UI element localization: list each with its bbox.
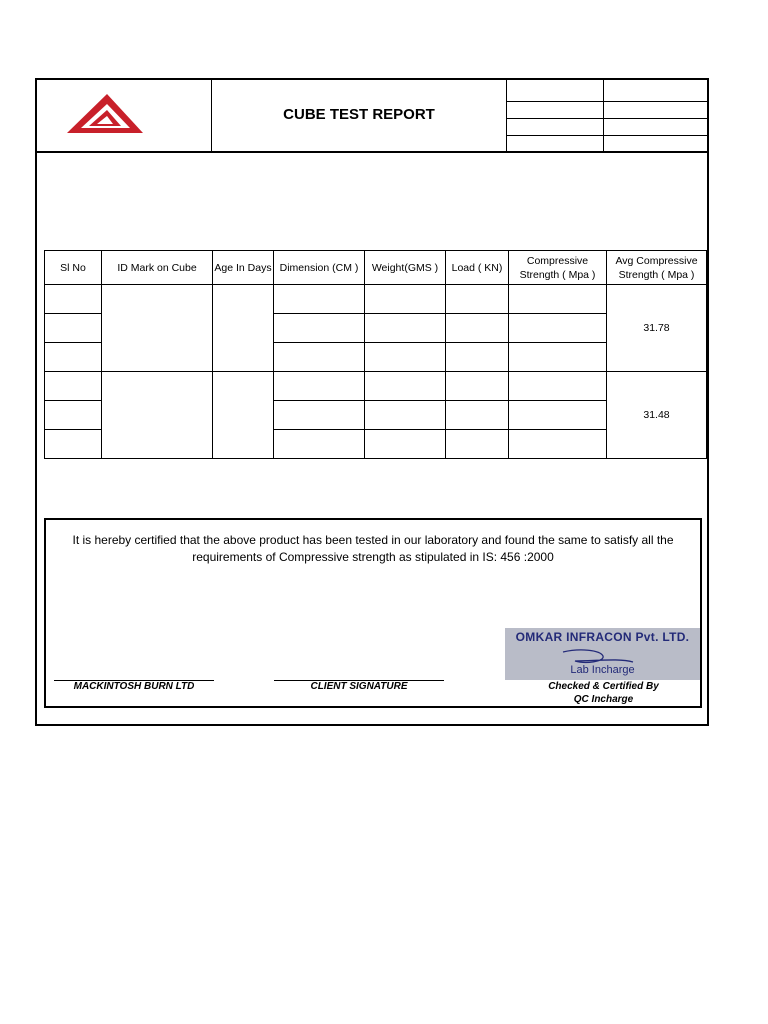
report-frame bbox=[35, 78, 709, 726]
col-header: Dimension (CM ) bbox=[274, 251, 365, 285]
weight-cell bbox=[365, 314, 446, 343]
weight-cell bbox=[365, 372, 446, 401]
age-cell bbox=[213, 372, 274, 459]
cube-test-table bbox=[44, 250, 707, 459]
load-cell bbox=[446, 285, 509, 314]
stamp-company: OMKAR INFRACON Pvt. LTD. bbox=[515, 630, 690, 644]
sl-no-cell bbox=[45, 372, 102, 401]
sl-no-cell bbox=[45, 343, 102, 372]
strength-cell bbox=[509, 314, 607, 343]
dimension-cell bbox=[274, 285, 365, 314]
meta-row bbox=[507, 119, 707, 136]
col-header: Age In Days bbox=[213, 251, 274, 285]
report-header bbox=[37, 80, 707, 153]
strength-cell bbox=[509, 430, 607, 459]
strength-cell bbox=[509, 343, 607, 372]
stamp-role: Lab Incharge bbox=[570, 664, 635, 676]
dimension-cell bbox=[274, 430, 365, 459]
col-header: Load ( KN) bbox=[446, 251, 509, 285]
meta-grid bbox=[507, 80, 707, 151]
meta-divider bbox=[603, 80, 604, 151]
avg-strength-cell: 31.78 bbox=[607, 285, 707, 372]
certificate-box bbox=[44, 518, 702, 708]
dimension-cell bbox=[274, 401, 365, 430]
sig-middle: CLIENT SIGNATURE bbox=[310, 681, 408, 692]
certificate-text: It is hereby certified that the above product has been tested in our laboratory and found the same to satisfy all the requirements of Compressive strength as stipulated in IS: 456 :2000 bbox=[72, 533, 674, 564]
dimension-cell bbox=[274, 314, 365, 343]
dimension-cell bbox=[274, 372, 365, 401]
logo-cell bbox=[37, 80, 212, 151]
id-mark-cell bbox=[102, 372, 213, 459]
page-title: CUBE TEST REPORT bbox=[283, 106, 435, 123]
col-header: Sl No bbox=[45, 251, 102, 285]
table-row bbox=[45, 285, 707, 314]
sl-no-cell bbox=[45, 285, 102, 314]
weight-cell bbox=[365, 430, 446, 459]
sig-right-line2: QC Incharge bbox=[573, 694, 634, 705]
strength-cell bbox=[509, 285, 607, 314]
strength-cell bbox=[509, 372, 607, 401]
lab-stamp bbox=[505, 628, 700, 680]
dimension-cell bbox=[274, 343, 365, 372]
company-logo-icon bbox=[37, 80, 211, 151]
col-header: Avg Compressive Strength ( Mpa ) bbox=[607, 251, 707, 285]
load-cell bbox=[446, 343, 509, 372]
strength-cell bbox=[509, 401, 607, 430]
table-row bbox=[45, 372, 707, 401]
col-header: ID Mark on Cube bbox=[102, 251, 213, 285]
meta-row bbox=[507, 102, 707, 119]
load-cell bbox=[446, 372, 509, 401]
load-cell bbox=[446, 430, 509, 459]
sl-no-cell bbox=[45, 430, 102, 459]
sl-no-cell bbox=[45, 314, 102, 343]
weight-cell bbox=[365, 343, 446, 372]
age-cell bbox=[213, 285, 274, 372]
sig-right-line1: Checked & Certified By bbox=[548, 681, 659, 692]
meta-row bbox=[507, 80, 707, 102]
load-cell bbox=[446, 401, 509, 430]
weight-cell bbox=[365, 285, 446, 314]
table-header-row bbox=[45, 251, 707, 285]
col-header: Weight(GMS ) bbox=[365, 251, 446, 285]
load-cell bbox=[446, 314, 509, 343]
weight-cell bbox=[365, 401, 446, 430]
avg-strength-cell: 31.48 bbox=[607, 372, 707, 459]
col-header: Compressive Strength ( Mpa ) bbox=[509, 251, 607, 285]
title-cell bbox=[212, 80, 507, 151]
sig-left: MACKINTOSH BURN LTD bbox=[73, 681, 195, 692]
id-mark-cell bbox=[102, 285, 213, 372]
sl-no-cell bbox=[45, 401, 102, 430]
